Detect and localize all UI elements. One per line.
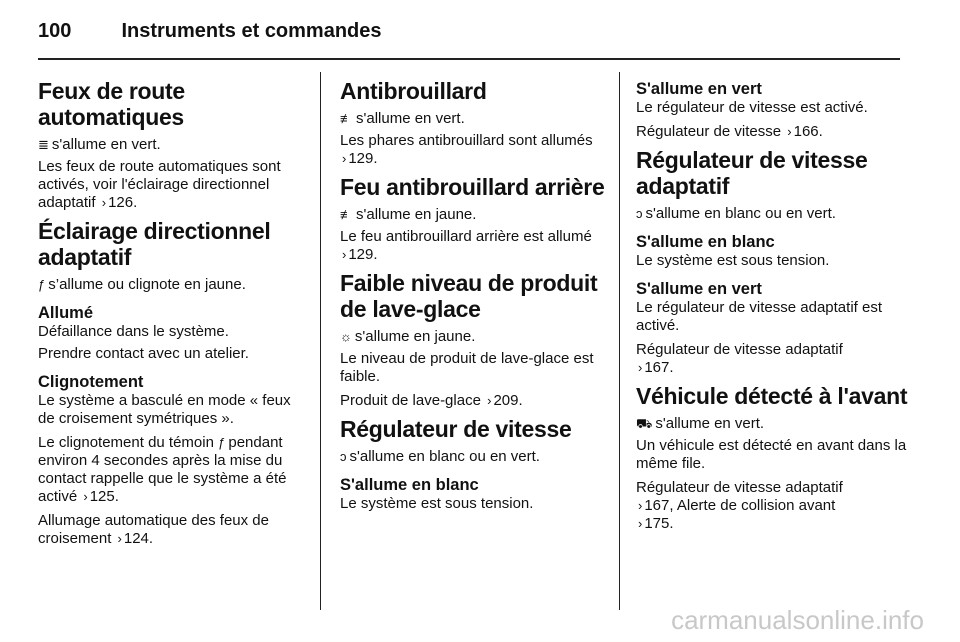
page-ref[interactable]: 129.	[348, 246, 378, 263]
adaptive-light-icon: ƒ	[38, 277, 46, 292]
text: s'allume en vert.	[655, 415, 765, 432]
cruise-control-icon: ↄ	[340, 449, 347, 464]
ref-arrow-icon: ›	[487, 393, 492, 408]
page-number: 100	[38, 20, 72, 42]
text: Le système est sous tension.	[340, 495, 534, 512]
text: Défaillance dans le système.	[38, 323, 229, 340]
column-3	[636, 72, 908, 539]
ref-arrow-icon: ›	[101, 195, 107, 210]
ref-arrow-icon: ›	[83, 489, 88, 504]
text: s’allume ou clignote en jaune.	[48, 276, 246, 293]
text: Le système est sous tension.	[636, 252, 830, 269]
heading-regulateur: Régulateur de vitesse	[340, 416, 572, 442]
heading-allume-vert: S'allume en vert	[636, 80, 762, 98]
text: Le feu antibrouillard arrière est allumé	[340, 228, 592, 245]
text: Régulateur de vitesse adaptatif	[636, 479, 843, 496]
text: Prendre contact avec un atelier.	[38, 345, 249, 362]
cruise-control-icon: ↄ	[636, 206, 643, 221]
text: Un véhicule est détecté en avant dans la même file.	[636, 437, 907, 472]
washer-fluid-icon: ☼	[340, 329, 352, 344]
high-beam-icon: ≣	[38, 137, 49, 152]
ref-arrow-icon: ›	[342, 151, 347, 166]
heading-allume-blanc: S'allume en blanc	[340, 476, 479, 494]
heading-feux-de-route: Feux de route automatiques	[38, 78, 185, 130]
text: Le niveau de produit de lave-glace est faible.	[340, 350, 594, 385]
text: s'allume en jaune.	[356, 206, 477, 223]
heading-feu-arriere: Feu antibrouillard arrière	[340, 174, 605, 200]
vehicle-ahead-icon: ⛟	[636, 416, 653, 431]
text: Allumage automatique des feux de croisement	[38, 512, 269, 547]
page-header	[38, 20, 382, 46]
fog-light-icon: ≢	[340, 111, 353, 126]
text: s'allume en blanc ou en vert.	[349, 448, 540, 465]
column-divider	[619, 72, 620, 610]
text: Le régulateur de vitesse adaptatif est activé.	[636, 299, 882, 334]
column-divider	[320, 72, 321, 610]
adaptive-light-icon: ƒ	[218, 435, 226, 450]
page-ref[interactable]: 124.	[123, 530, 154, 547]
heading-clignotement: Clignotement	[38, 373, 144, 391]
page-title: Instruments et commandes	[121, 20, 382, 42]
page-ref[interactable]: 126.	[108, 194, 138, 211]
page-ref[interactable]: 129.	[348, 150, 378, 167]
heading-allume: Allumé	[38, 304, 94, 322]
column-1	[38, 72, 306, 554]
ref-arrow-icon: ›	[342, 247, 347, 262]
column-2	[340, 72, 608, 519]
text: Le clignotement du témoin	[38, 434, 214, 451]
heading-eclairage: Éclairage directionnel adaptatif	[38, 218, 271, 270]
heading-allume-vert: S'allume en vert	[636, 280, 762, 298]
page-ref[interactable]: 125.	[89, 488, 119, 505]
heading-vehicule-detecte: Véhicule détecté à l'avant	[636, 383, 908, 409]
text: Produit de lave-glace	[340, 392, 481, 409]
text: Régulateur de vitesse adaptatif	[636, 341, 843, 358]
page-ref[interactable]: 167.	[644, 359, 674, 376]
ref-arrow-icon: ›	[638, 498, 643, 513]
text: Le régulateur de vitesse est activé.	[636, 99, 868, 116]
page-ref[interactable]: 167, Alerte de collision avant	[644, 497, 836, 514]
text: s'allume en jaune.	[354, 328, 476, 345]
rear-fog-light-icon: ≢	[340, 207, 353, 222]
page-ref[interactable]: 166.	[793, 123, 823, 140]
text: pendant environ 4 secondes après la mise du contact rappelle que le système a été activé	[38, 434, 287, 505]
ref-arrow-icon: ›	[638, 360, 643, 375]
header-divider	[38, 58, 900, 60]
text: Les phares antibrouillard sont allumés	[340, 132, 593, 149]
text: s'allume en blanc ou en vert.	[645, 205, 836, 222]
text: Régulateur de vitesse	[636, 123, 782, 140]
heading-regulateur-adaptatif: Régulateur de vitesse adaptatif	[636, 147, 868, 199]
page-ref[interactable]: 209.	[493, 392, 523, 409]
ref-arrow-icon: ›	[787, 124, 792, 139]
text: s'allume en vert.	[51, 136, 161, 153]
page-ref[interactable]: 175.	[644, 515, 674, 532]
watermark: carmanualsonline.info	[671, 605, 924, 635]
text: s'allume en vert.	[356, 110, 465, 127]
text: Les feux de route automatiques sont activés, voir l'éclairage directionnel adaptatif	[38, 158, 281, 211]
text: Le système a basculé en mode « feux de croisement symétriques ».	[38, 392, 291, 427]
heading-lave-glace: Faible niveau de produit de lave-glace	[340, 270, 598, 322]
ref-arrow-icon: ›	[638, 516, 643, 531]
ref-arrow-icon: ›	[117, 531, 122, 546]
heading-allume-blanc: S'allume en blanc	[636, 233, 775, 251]
heading-antibrouillard: Antibrouillard	[340, 78, 487, 104]
